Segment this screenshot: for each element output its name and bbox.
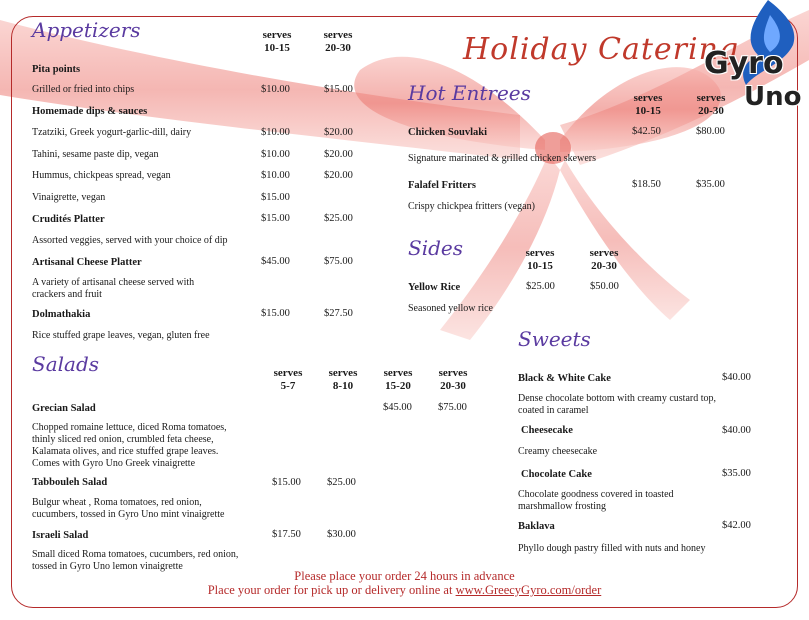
col-range: 20-30 [325, 42, 351, 54]
item-desc: Grilled or fried into chips [32, 84, 135, 95]
price: $15.00 [261, 192, 290, 203]
price: $10.00 [261, 149, 290, 160]
col-label: serves [696, 92, 726, 104]
order-link[interactable]: www.GreecyGyro.com/order [455, 583, 602, 597]
col-range: 10-15 [635, 105, 661, 117]
item-desc: Dense chocolate bottom with creamy custard top, coated in caramel [518, 393, 716, 416]
item-desc: Hummus, chickpeas spread, vegan [32, 170, 171, 181]
sides-col-10-15 [512, 247, 568, 273]
salads-col-8-10 [315, 367, 371, 393]
logo-text-gyro: Gyro [704, 46, 784, 81]
price: $20.00 [324, 149, 353, 160]
salads-col-20-30 [425, 367, 481, 393]
col-label: serves [323, 29, 353, 41]
item-desc: Phyllo dough pastry filled with nuts and honey [518, 543, 706, 554]
price: $10.00 [261, 170, 290, 181]
item-name: Yellow Rice [408, 282, 461, 293]
footer-advance-notice: Please place your order 24 hours in advance [294, 569, 515, 583]
col-label: serves [273, 367, 303, 379]
col-range: 10-15 [527, 260, 553, 272]
item-desc: Tahini, sesame paste dip, vegan [32, 149, 159, 160]
price: $17.50 [272, 529, 301, 540]
price: $25.00 [526, 281, 555, 292]
col-label: serves [383, 367, 413, 379]
item-desc: Vinaigrette, vegan [32, 192, 106, 203]
price: $35.00 [696, 179, 725, 190]
col-range: 10-15 [264, 42, 290, 54]
price: $75.00 [324, 256, 353, 267]
price: $40.00 [722, 425, 751, 436]
hot-entrees-heading: Hot Entrees [408, 81, 531, 105]
price: $25.00 [327, 477, 356, 488]
item-desc: Small diced Roma tomatoes, cucumbers, red onion, tossed in Gyro Uno lemon vinaigrette [32, 549, 239, 572]
item-desc: Seasoned yellow rice [408, 303, 493, 314]
salads-heading: Salads [32, 352, 100, 376]
entrees-col-20-30 [683, 92, 739, 118]
item-desc: A variety of artisanal cheese served with crackers and fruit [32, 277, 195, 300]
item-desc: Bulgur wheat , Roma tomatoes, red onion, cucumbers, tossed in Gyro Uno mint vinaigrette [32, 497, 225, 520]
item-desc: Assorted veggies, served with your choice of dip [32, 235, 228, 246]
price: $15.00 [261, 213, 290, 224]
page-title: Holiday Catering [463, 32, 740, 67]
price: $10.00 [261, 127, 290, 138]
item-name: Dolmathakia [32, 309, 91, 320]
salads-col-5-7 [260, 367, 316, 393]
item-name: Baklava [518, 521, 555, 532]
col-range: 20-30 [591, 260, 617, 272]
col-range: 15-20 [385, 380, 411, 392]
appetizers-col-20-30 [310, 29, 366, 55]
price: $40.00 [722, 372, 751, 383]
price: $42.00 [722, 520, 751, 531]
item-name: Chocolate Cake [521, 469, 592, 480]
sides-col-20-30 [576, 247, 632, 273]
footer-order-line [0, 583, 809, 598]
price: $18.50 [632, 179, 661, 190]
item-name: Black & White Cake [518, 373, 611, 384]
footer-order-text: Place your order for pick up or delivery online at [207, 583, 456, 597]
price: $42.50 [632, 126, 661, 137]
col-range: 8-10 [332, 380, 354, 392]
logo-text-uno: Uno [744, 82, 802, 112]
item-name: Crudités Platter [32, 214, 105, 225]
price: $15.00 [324, 84, 353, 95]
item-desc: Signature marinated & grilled chicken skewers [408, 153, 596, 164]
item-desc: Chocolate goodness covered in toasted marshmallow frosting [518, 489, 674, 512]
item-name: Grecian Salad [32, 403, 96, 414]
col-range: 20-30 [440, 380, 466, 392]
sweets-heading: Sweets [518, 327, 591, 351]
price: $10.00 [261, 84, 290, 95]
item-desc: Chopped romaine lettuce, diced Roma tomatoes, thinly sliced red onion, crumbled feta cheese, Kalamata olives, and rice stuffed grape leaves. Comes with Gyro Uno Greek vinaigrette [32, 422, 227, 469]
price: $45.00 [383, 402, 412, 413]
item-desc: Tzatziki, Greek yogurt-garlic-dill, dairy [32, 127, 192, 138]
price: $75.00 [438, 402, 467, 413]
col-range: 5-7 [280, 380, 296, 392]
sides-heading: Sides [408, 236, 463, 260]
price: $20.00 [324, 127, 353, 138]
item-name: Chicken Souvlaki [408, 127, 488, 138]
price: $35.00 [722, 468, 751, 479]
entrees-col-10-15 [620, 92, 676, 118]
price: $50.00 [590, 281, 619, 292]
col-label: serves [589, 247, 619, 259]
col-label: serves [438, 367, 468, 379]
price: $27.50 [324, 308, 353, 319]
price: $45.00 [261, 256, 290, 267]
price: $80.00 [696, 126, 725, 137]
item-name: Cheesecake [521, 425, 573, 436]
col-label: serves [328, 367, 358, 379]
price: $25.00 [324, 213, 353, 224]
item-desc: Rice stuffed grape leaves, vegan, gluten free [32, 330, 210, 341]
col-label: serves [633, 92, 663, 104]
item-name: Tabbouleh Salad [32, 477, 108, 488]
col-label: serves [262, 29, 292, 41]
appetizers-heading: Appetizers [32, 18, 141, 42]
price: $15.00 [261, 308, 290, 319]
col-label: serves [525, 247, 555, 259]
col-range: 20-30 [698, 105, 724, 117]
price: $15.00 [272, 477, 301, 488]
item-name: Homemade dips & sauces [32, 106, 148, 117]
item-name: Israeli Salad [32, 530, 89, 541]
item-name: Artisanal Cheese Platter [32, 257, 142, 268]
price: $20.00 [324, 170, 353, 181]
item-name: Falafel Fritters [408, 180, 476, 191]
price: $30.00 [327, 529, 356, 540]
item-desc: Creamy cheesecake [518, 446, 598, 457]
appetizers-col-10-15 [249, 29, 305, 55]
item-name: Pita points [32, 64, 81, 75]
item-desc: Crispy chickpea fritters (vegan) [408, 201, 535, 212]
salads-col-15-20 [370, 367, 426, 393]
